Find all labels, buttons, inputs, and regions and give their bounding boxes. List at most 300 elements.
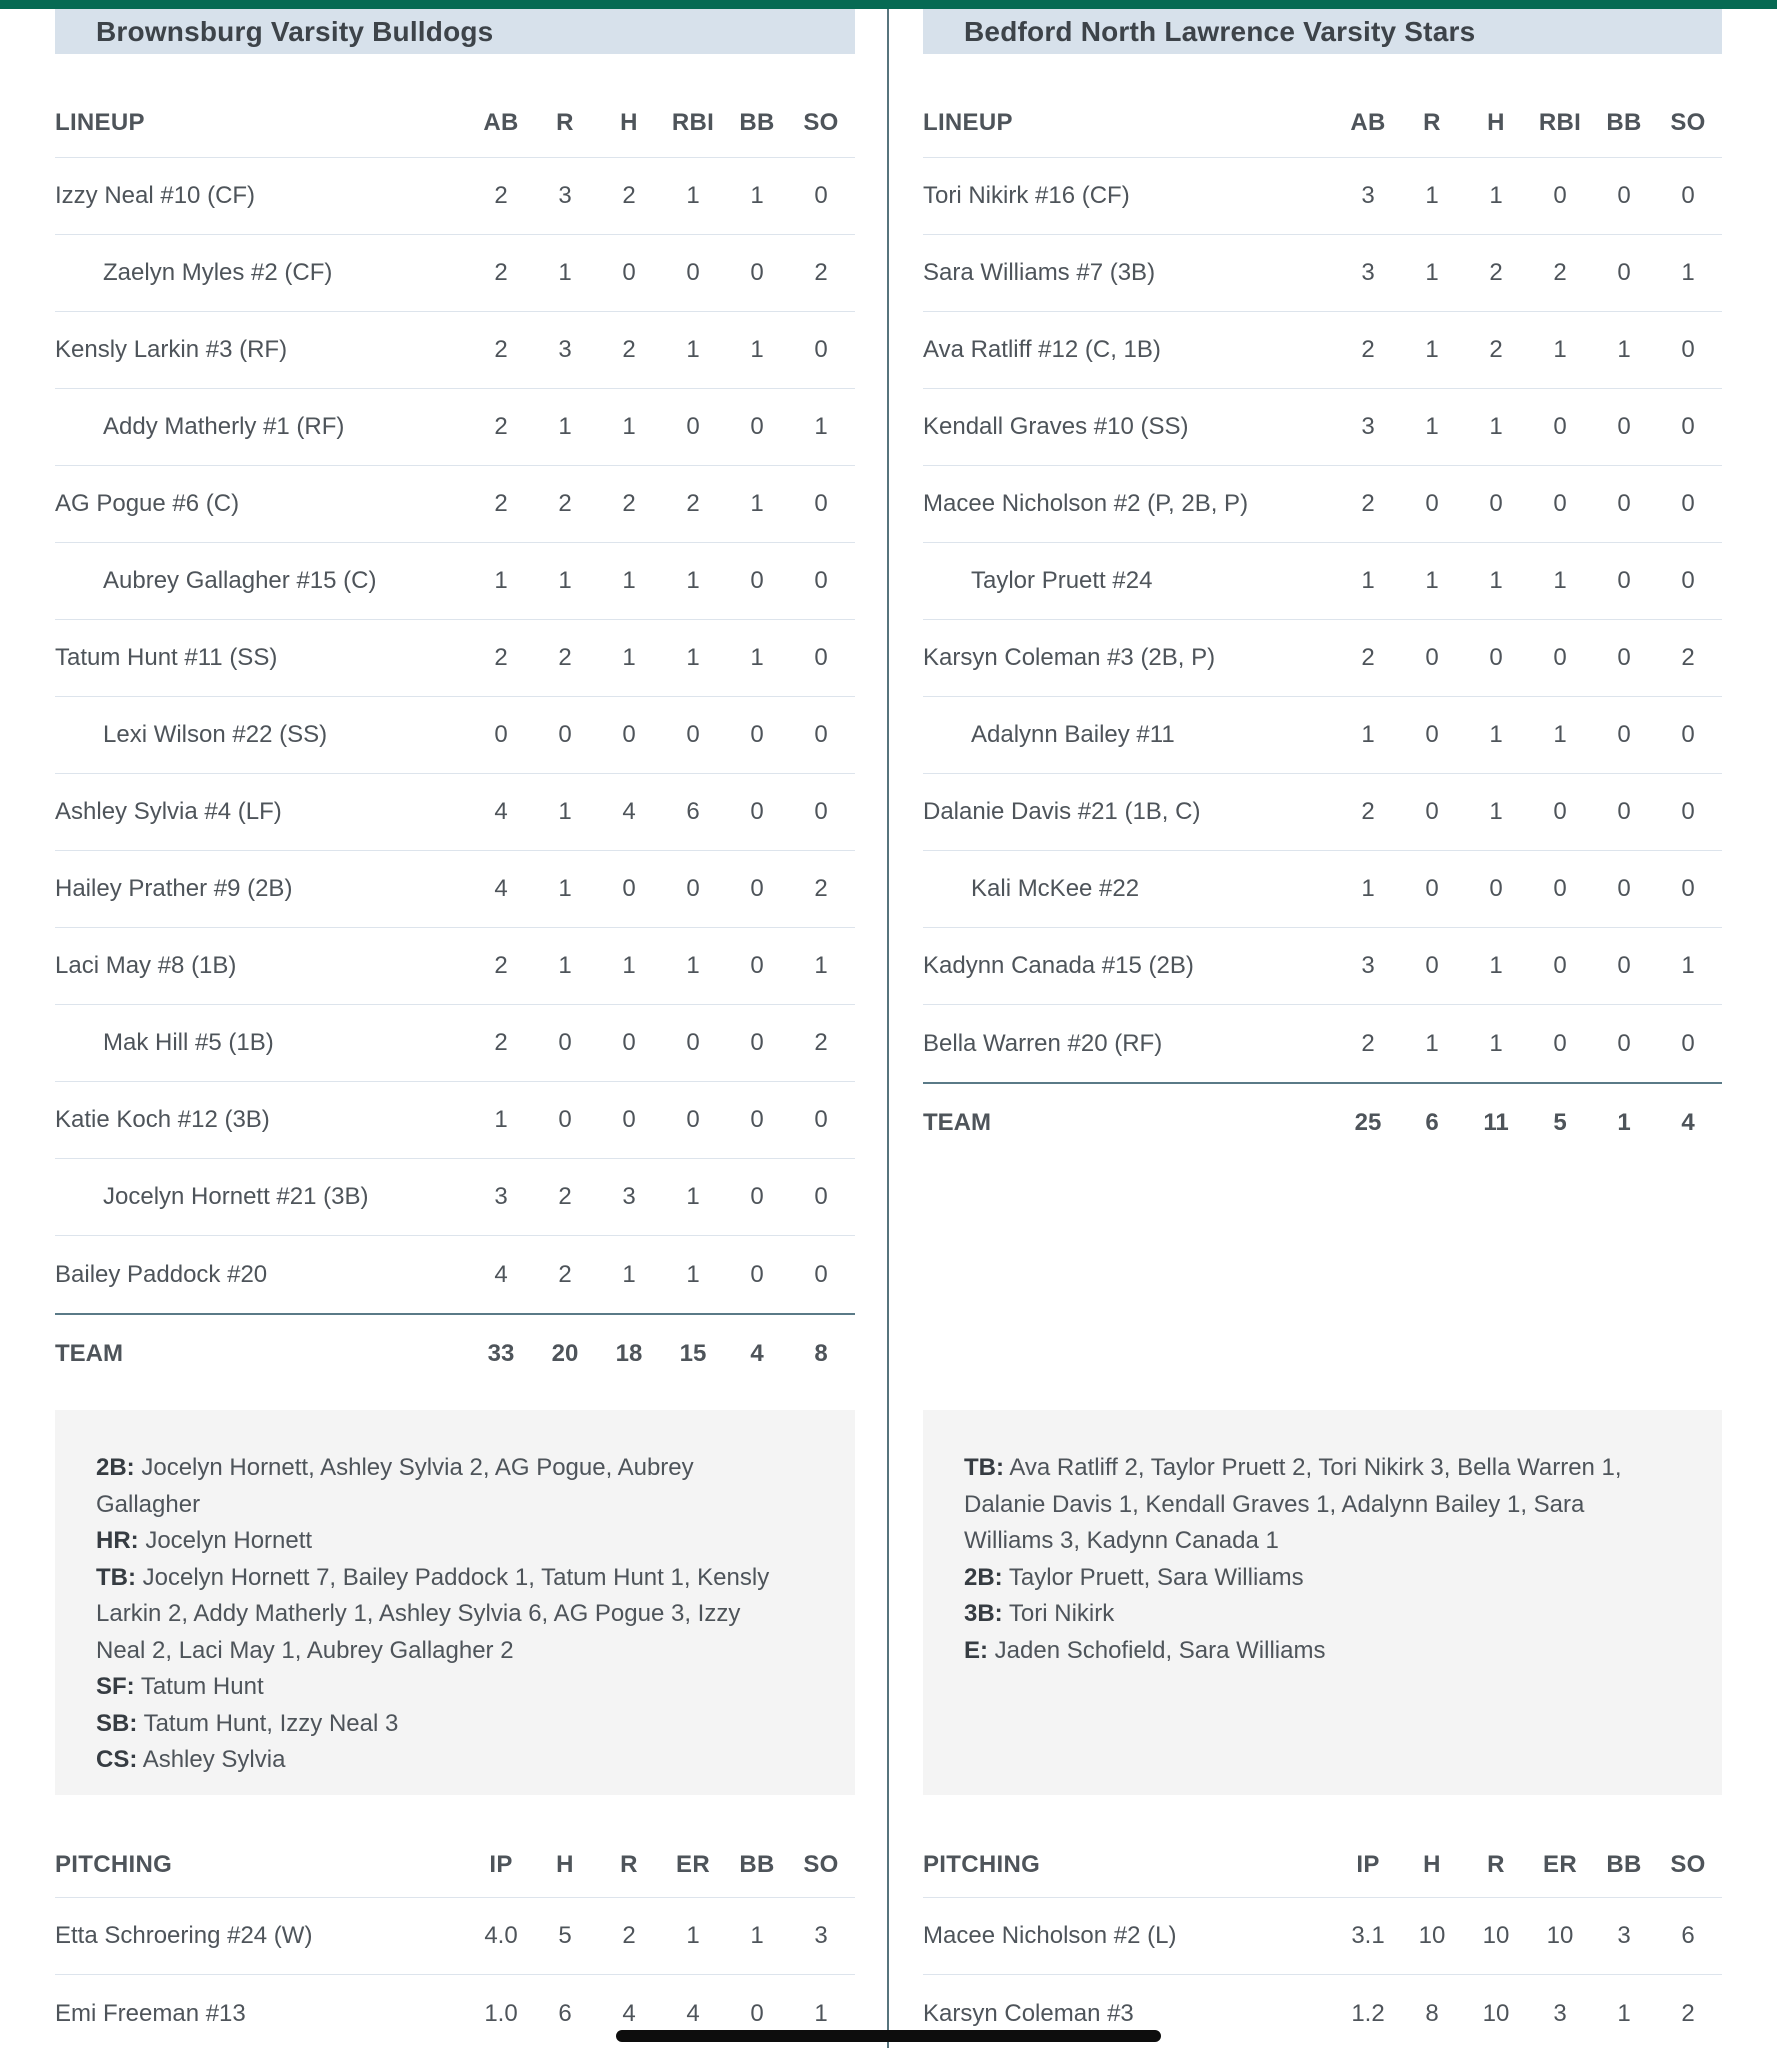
stat-cell: 0: [558, 1029, 572, 1056]
stat-cell: 0: [1425, 875, 1439, 902]
stat-cell: 1: [1681, 952, 1695, 979]
stat-cell: 2: [1361, 490, 1375, 517]
player-name: Macee Nicholson #2 (L): [923, 1922, 1177, 1949]
stat-cell: 0: [686, 721, 700, 748]
column-header-so: SO: [803, 1851, 839, 1878]
stat-cell: 2: [494, 413, 508, 440]
stat-note-label: HR:: [96, 1527, 139, 1554]
stat-note-label: TB:: [964, 1454, 1004, 1481]
lineup-row: [923, 620, 1722, 697]
stat-cell: 1: [1425, 1029, 1439, 1057]
team-label: TEAM: [55, 1339, 123, 1367]
stat-cell: 0: [1425, 721, 1439, 748]
stat-cell: 0: [1553, 644, 1567, 671]
lineup-table: [923, 54, 1722, 1161]
column-header-so: SO: [803, 109, 839, 136]
column-header-r: R: [1487, 1851, 1505, 1878]
stat-cell: 0: [814, 1183, 828, 1210]
player-name: AG Pogue #6 (C): [55, 490, 240, 517]
stat-cell: 6: [558, 1999, 572, 2027]
stat-cell: 0: [750, 798, 764, 825]
stat-cell: 0: [1681, 182, 1695, 209]
stat-cell: 2: [1361, 336, 1375, 363]
stat-cell: 4: [622, 798, 636, 825]
lineup-row: [55, 312, 855, 389]
stat-cell: 2: [622, 336, 636, 363]
stat-cell: 4: [686, 1999, 700, 2027]
stat-cell: 0: [686, 259, 700, 286]
column-header-so: SO: [1670, 109, 1706, 136]
pitching-header-row: [55, 1806, 855, 1898]
stat-cell: 1: [686, 1260, 700, 1288]
stat-cell: 1: [558, 952, 572, 979]
stat-cell: 2: [1361, 644, 1375, 671]
stat-cell: 2: [1361, 798, 1375, 825]
pitching-rows: [55, 1898, 855, 2052]
team-title: Brownsburg Varsity Bulldogs: [96, 15, 494, 47]
stat-note: TB: Jocelyn Hornett 7, Bailey Paddock 1, Tatum Hunt 1, Kensly Larkin 2, Addy Matherly 1, Ashley Sylvia 6, AG Pogue 3, Izzy Neal 2, Laci May 1, Aubrey Gallagher 2: [96, 1563, 770, 1664]
stat-cell: 0: [1617, 721, 1631, 748]
player-name: Macee Nicholson #2 (P, 2B, P): [923, 490, 1249, 517]
column-header-bb: BB: [739, 1851, 775, 1878]
team-total-so: 4: [1681, 1108, 1695, 1136]
stat-cell: 10: [1482, 1922, 1510, 1949]
team-label: TEAM: [923, 1108, 991, 1136]
player-name: Taylor Pruett #24: [971, 567, 1153, 594]
lineup-rows: [55, 158, 855, 1313]
lineup-row: [55, 774, 855, 851]
team-total-bb: 4: [750, 1339, 764, 1367]
stat-cell: 0: [686, 875, 700, 902]
stat-cell: 0: [622, 1029, 636, 1056]
stat-note: 2B: Jocelyn Hornett, Ashley Sylvia 2, AG Pogue, Aubrey Gallagher: [96, 1454, 694, 1518]
stat-cell: 3: [558, 336, 572, 363]
stat-cell: 1: [1489, 567, 1503, 594]
stat-cell: 0: [1553, 182, 1567, 209]
stat-cell: 2: [494, 1029, 508, 1056]
team-header: [55, 9, 855, 54]
stat-cell: 0: [622, 1106, 636, 1133]
stat-cell: 3: [814, 1922, 828, 1949]
stat-cell: 3: [1361, 413, 1375, 440]
stat-cell: 1: [558, 259, 572, 286]
stat-cell: 0: [558, 721, 572, 748]
team-total-h: 11: [1483, 1108, 1509, 1136]
stat-cell: 2: [494, 259, 508, 286]
stat-cell: 2: [494, 952, 508, 979]
pitching-label: PITCHING: [55, 1851, 173, 1878]
stat-cell: 2: [558, 1260, 572, 1288]
stat-cell: 2: [558, 1183, 572, 1210]
stat-cell: 0: [1489, 490, 1503, 517]
column-header-er: ER: [676, 1851, 710, 1878]
stat-cell: 0: [750, 1999, 764, 2027]
player-name: Laci May #8 (1B): [55, 952, 237, 979]
team-total-h: 18: [615, 1339, 643, 1367]
stat-cell: 1: [814, 952, 828, 979]
stat-cell: 0: [1617, 875, 1631, 902]
lineup-table: [55, 54, 855, 1392]
column-header-ip: IP: [1356, 1851, 1380, 1878]
stat-cell: 0: [1617, 259, 1631, 286]
player-name: Zaelyn Myles #2 (CF): [103, 259, 333, 286]
lineup-row: [923, 1005, 1722, 1082]
player-name: Bella Warren #20 (RF): [923, 1029, 1163, 1057]
team-totals-row: [55, 1313, 855, 1392]
player-name: Kadynn Canada #15 (2B): [923, 952, 1194, 979]
stat-cell: 2: [622, 490, 636, 517]
stat-cell: 1: [1361, 875, 1375, 902]
stat-cell: 2: [494, 182, 508, 209]
stat-cell: 0: [750, 1029, 764, 1056]
pitching-header-row: [923, 1806, 1722, 1898]
team-total-ab: 33: [487, 1339, 515, 1367]
stat-cell: 0: [1617, 1029, 1631, 1057]
stat-cell: 0: [1681, 567, 1695, 594]
stat-cell: 2: [494, 490, 508, 517]
column-header-rbi: RBI: [671, 109, 715, 136]
player-name: Emi Freeman #13: [55, 1999, 246, 2027]
stat-cell: 0: [750, 413, 764, 440]
stat-cell: 0: [1553, 875, 1567, 902]
stat-cell: 0: [750, 875, 764, 902]
stat-cell: 2: [1489, 336, 1503, 363]
player-name: Kendall Graves #10 (SS): [923, 413, 1189, 440]
stat-cell: 4: [622, 1999, 636, 2027]
stat-cell: 1: [1425, 567, 1439, 594]
stat-cell: 1: [1553, 721, 1567, 748]
column-header-r: R: [620, 1851, 638, 1878]
stat-note: SB: Tatum Hunt, Izzy Neal 3: [96, 1709, 399, 1737]
stat-cell: 0: [1681, 1029, 1695, 1057]
lineup-row: [923, 543, 1722, 620]
stat-cell: 1: [686, 1183, 700, 1210]
stat-cell: 0: [558, 1106, 572, 1133]
stat-cell: 1: [558, 875, 572, 902]
stat-cell: 1: [1425, 336, 1439, 363]
stat-cell: 1: [1553, 567, 1567, 594]
player-name: Sara Williams #7 (3B): [923, 259, 1156, 286]
stat-cell: 0: [814, 1260, 828, 1288]
stat-cell: 3: [1361, 259, 1375, 286]
lineup-row: [923, 697, 1722, 774]
stat-cell: 1: [622, 413, 636, 440]
stat-cell: 4: [494, 1260, 508, 1288]
stat-cell: 2: [814, 1029, 828, 1056]
stat-cell: 2: [1361, 1029, 1375, 1057]
stat-cell: 0: [1617, 798, 1631, 825]
pitching-row: [55, 1898, 855, 1975]
stat-cell: 1: [686, 182, 700, 209]
stat-cell: 1: [750, 182, 764, 209]
pitching-label: PITCHING: [923, 1851, 1041, 1878]
stat-cell: 1: [622, 952, 636, 979]
team-panel-away: [55, 0, 855, 2048]
stat-cell: 3: [558, 182, 572, 209]
lineup-header-row: [923, 54, 1722, 158]
player-name: Ashley Sylvia #4 (LF): [55, 798, 282, 825]
stat-cell: 0: [750, 259, 764, 286]
stat-cell: 1: [750, 1922, 764, 1949]
player-name: Dalanie Davis #21 (1B, C): [923, 798, 1201, 825]
team-panel-home: [923, 0, 1722, 2048]
pitching-rows: [923, 1898, 1722, 2052]
stat-cell: 1: [1553, 336, 1567, 363]
player-name: Kensly Larkin #3 (RF): [55, 336, 288, 363]
stat-cell: 1.0: [484, 1999, 518, 2027]
player-name: Karsyn Coleman #3 (2B, P): [923, 644, 1216, 671]
stat-note-label: SB:: [96, 1709, 138, 1737]
stat-cell: 0: [1425, 490, 1439, 517]
stat-cell: 8: [1425, 1999, 1439, 2027]
stat-cell: 1: [1489, 721, 1503, 748]
stat-cell: 0: [1553, 413, 1567, 440]
stat-cell: 0: [814, 336, 828, 363]
player-name: Mak Hill #5 (1B): [103, 1029, 274, 1056]
stat-cell: 0: [814, 182, 828, 209]
stat-note-label: CS:: [96, 1746, 138, 1773]
stat-cell: 1: [622, 567, 636, 594]
stat-cell: 3.1: [1351, 1922, 1385, 1949]
stat-cell: 5: [558, 1922, 572, 1949]
stat-cell: 10: [1418, 1922, 1446, 1949]
stat-note-label: SF:: [96, 1673, 135, 1700]
stat-cell: 0: [814, 721, 828, 748]
stat-cell: 3: [622, 1183, 636, 1210]
stat-cell: 0: [1553, 490, 1567, 517]
stat-cell: 0: [1553, 952, 1567, 979]
stat-cell: 2: [1681, 1999, 1695, 2027]
pitching-table: [923, 1806, 1722, 2052]
column-header-bb: BB: [1606, 1851, 1642, 1878]
stat-cell: 0: [750, 952, 764, 979]
lineup-row: [923, 928, 1722, 1005]
stat-note: CS: Ashley Sylvia: [96, 1746, 286, 1773]
lineup-row: [55, 1005, 855, 1082]
stat-cell: 1: [686, 1922, 700, 1949]
stat-cell: 1: [814, 413, 828, 440]
lineup-label: LINEUP: [55, 109, 145, 136]
stat-cell: 1: [558, 413, 572, 440]
stat-cell: 4: [494, 798, 508, 825]
lineup-row: [55, 158, 855, 235]
stat-cell: 0: [686, 1106, 700, 1133]
stat-cell: 1: [494, 1106, 508, 1133]
stat-cell: 0: [1489, 875, 1503, 902]
team-total-bb: 1: [1617, 1108, 1631, 1136]
player-name: Katie Koch #12 (3B): [55, 1106, 270, 1133]
column-header-rbi: RBI: [1538, 109, 1582, 136]
stat-cell: 3: [1553, 1999, 1567, 2027]
stat-cell: 1: [814, 1999, 828, 2027]
lineup-row: [55, 1236, 855, 1313]
stat-note-label: 2B:: [96, 1454, 135, 1481]
stat-cell: 1: [1425, 259, 1439, 286]
stat-cell: 0: [1617, 644, 1631, 671]
stat-cell: 0: [750, 1106, 764, 1133]
team-total-r: 6: [1425, 1108, 1439, 1136]
stat-cell: 2: [494, 644, 508, 671]
stat-cell: 1: [686, 567, 700, 594]
stat-cell: 0: [1617, 182, 1631, 209]
lineup-row: [923, 158, 1722, 235]
batting-notes: [923, 1410, 1722, 1795]
player-name: Etta Schroering #24 (W): [55, 1922, 313, 1949]
stat-cell: 1: [1489, 182, 1503, 209]
team-totals-row: [923, 1082, 1722, 1161]
lineup-row: [55, 389, 855, 466]
lineup-row: [923, 851, 1722, 928]
player-name: Aubrey Gallagher #15 (C): [103, 567, 377, 594]
stat-cell: 0: [814, 644, 828, 671]
stat-cell: 0: [1681, 798, 1695, 825]
stat-note-label: E:: [964, 1636, 988, 1664]
player-name: Lexi Wilson #22 (SS): [103, 721, 328, 748]
stat-cell: 1: [1489, 413, 1503, 440]
stat-cell: 3: [1617, 1922, 1631, 1949]
column-header-h: H: [556, 1851, 574, 1878]
panel-divider: [887, 9, 889, 2048]
lineup-rows: [923, 158, 1722, 1082]
stat-cell: 2: [558, 644, 572, 671]
team-title: Bedford North Lawrence Varsity Stars: [964, 15, 1476, 47]
stat-note: 3B: Tori Nikirk: [964, 1600, 1115, 1627]
stat-cell: 3: [494, 1183, 508, 1210]
stat-cell: 1: [686, 336, 700, 363]
player-name: Izzy Neal #10 (CF): [55, 182, 256, 209]
stat-cell: 0: [1681, 413, 1695, 440]
column-header-bb: BB: [739, 109, 775, 136]
column-header-r: R: [1423, 109, 1441, 136]
lineup-row: [55, 235, 855, 312]
stat-cell: 0: [1681, 875, 1695, 902]
stat-cell: 0: [1617, 567, 1631, 594]
stat-note: E: Jaden Schofield, Sara Williams: [964, 1636, 1326, 1664]
stat-cell: 0: [750, 1260, 764, 1288]
player-name: Tori Nikirk #16 (CF): [923, 182, 1130, 209]
stat-note: HR: Jocelyn Hornett: [96, 1527, 313, 1554]
stat-cell: 0: [1617, 490, 1631, 517]
stat-cell: 1: [686, 952, 700, 979]
lineup-row: [923, 235, 1722, 312]
stat-cell: 1: [686, 644, 700, 671]
stat-cell: 10: [1482, 1999, 1510, 2027]
pitching-table: [55, 1806, 855, 2052]
player-name: Kali McKee #22: [971, 875, 1140, 902]
lineup-row: [55, 1159, 855, 1236]
team-total-r: 20: [551, 1339, 579, 1367]
stat-cell: 10: [1546, 1922, 1574, 1949]
stat-cell: 0: [1681, 336, 1695, 363]
player-name: Hailey Prather #9 (2B): [55, 875, 293, 902]
stat-cell: 0: [622, 721, 636, 748]
stat-cell: 1: [1361, 721, 1375, 748]
lineup-row: [923, 312, 1722, 389]
stat-cell: 0: [1425, 952, 1439, 979]
stat-cell: 0: [686, 413, 700, 440]
lineup-label: LINEUP: [923, 109, 1013, 136]
column-header-ip: IP: [489, 1851, 513, 1878]
column-header-so: SO: [1670, 1851, 1706, 1878]
stat-cell: 2: [1681, 644, 1695, 671]
stat-cell: 1.2: [1351, 1999, 1385, 2027]
lineup-header-row: [55, 54, 855, 158]
stat-cell: 0: [1617, 952, 1631, 979]
bottom-annotation-bar: [616, 2030, 1161, 2042]
stat-cell: 0: [1425, 798, 1439, 825]
column-header-h: H: [1487, 109, 1505, 136]
lineup-row: [55, 697, 855, 774]
stat-cell: 2: [1489, 259, 1503, 286]
stat-note: SF: Tatum Hunt: [96, 1673, 264, 1700]
lineup-row: [55, 466, 855, 543]
stat-cell: 1: [1425, 413, 1439, 440]
stat-cell: 0: [814, 1106, 828, 1133]
stat-cell: 1: [1489, 798, 1503, 825]
stat-cell: 2: [814, 259, 828, 286]
stat-cell: 1: [622, 1260, 636, 1288]
stat-cell: 0: [1425, 644, 1439, 671]
stat-note: TB: Ava Ratliff 2, Taylor Pruett 2, Tori Nikirk 3, Bella Warren 1, Dalanie Davis 1, Kendall Graves 1, Adalynn Bailey 1, Sara Williams 3, Kadynn Canada 1: [964, 1454, 1622, 1554]
lineup-row: [923, 466, 1722, 543]
stat-cell: 0: [814, 798, 828, 825]
stat-cell: 1: [494, 567, 508, 594]
player-name: Tatum Hunt #11 (SS): [55, 644, 278, 671]
stat-cell: 0: [494, 721, 508, 748]
stat-cell: 0: [1617, 413, 1631, 440]
stat-note-label: TB:: [96, 1563, 136, 1591]
stat-cell: 0: [750, 1183, 764, 1210]
stat-cell: 4.0: [484, 1922, 518, 1949]
column-header-ab: AB: [1350, 109, 1386, 136]
stat-cell: 2: [686, 490, 700, 517]
team-total-ab: 25: [1354, 1108, 1382, 1136]
lineup-row: [55, 543, 855, 620]
stat-note-label: 3B:: [964, 1600, 1003, 1627]
stat-cell: 0: [750, 567, 764, 594]
stat-cell: 1: [750, 336, 764, 363]
team-header: [923, 9, 1722, 54]
stat-cell: 0: [622, 259, 636, 286]
lineup-row: [55, 851, 855, 928]
stat-cell: 0: [1681, 490, 1695, 517]
stat-cell: 0: [622, 875, 636, 902]
stat-note: 2B: Taylor Pruett, Sara Williams: [964, 1563, 1304, 1591]
batting-notes: [55, 1410, 855, 1795]
stat-cell: 6: [1681, 1922, 1695, 1949]
stat-cell: 1: [1489, 1029, 1503, 1057]
stat-cell: 1: [558, 567, 572, 594]
stat-cell: 0: [1553, 798, 1567, 825]
stat-cell: 1: [1425, 182, 1439, 209]
column-header-r: R: [556, 109, 574, 136]
stat-cell: 3: [1361, 182, 1375, 209]
column-header-h: H: [620, 109, 638, 136]
stat-cell: 2: [622, 1922, 636, 1949]
stat-cell: 2: [1553, 259, 1567, 286]
lineup-row: [55, 928, 855, 1005]
lineup-row: [923, 774, 1722, 851]
stat-cell: 1: [1617, 336, 1631, 363]
stat-cell: 0: [814, 490, 828, 517]
stat-cell: 0: [1489, 644, 1503, 671]
stat-note-label: 2B:: [964, 1563, 1003, 1591]
player-name: Bailey Paddock #20: [55, 1260, 268, 1288]
stat-cell: 1: [1681, 259, 1695, 286]
stat-cell: 1: [750, 644, 764, 671]
stat-cell: 0: [750, 721, 764, 748]
stat-cell: 2: [494, 336, 508, 363]
